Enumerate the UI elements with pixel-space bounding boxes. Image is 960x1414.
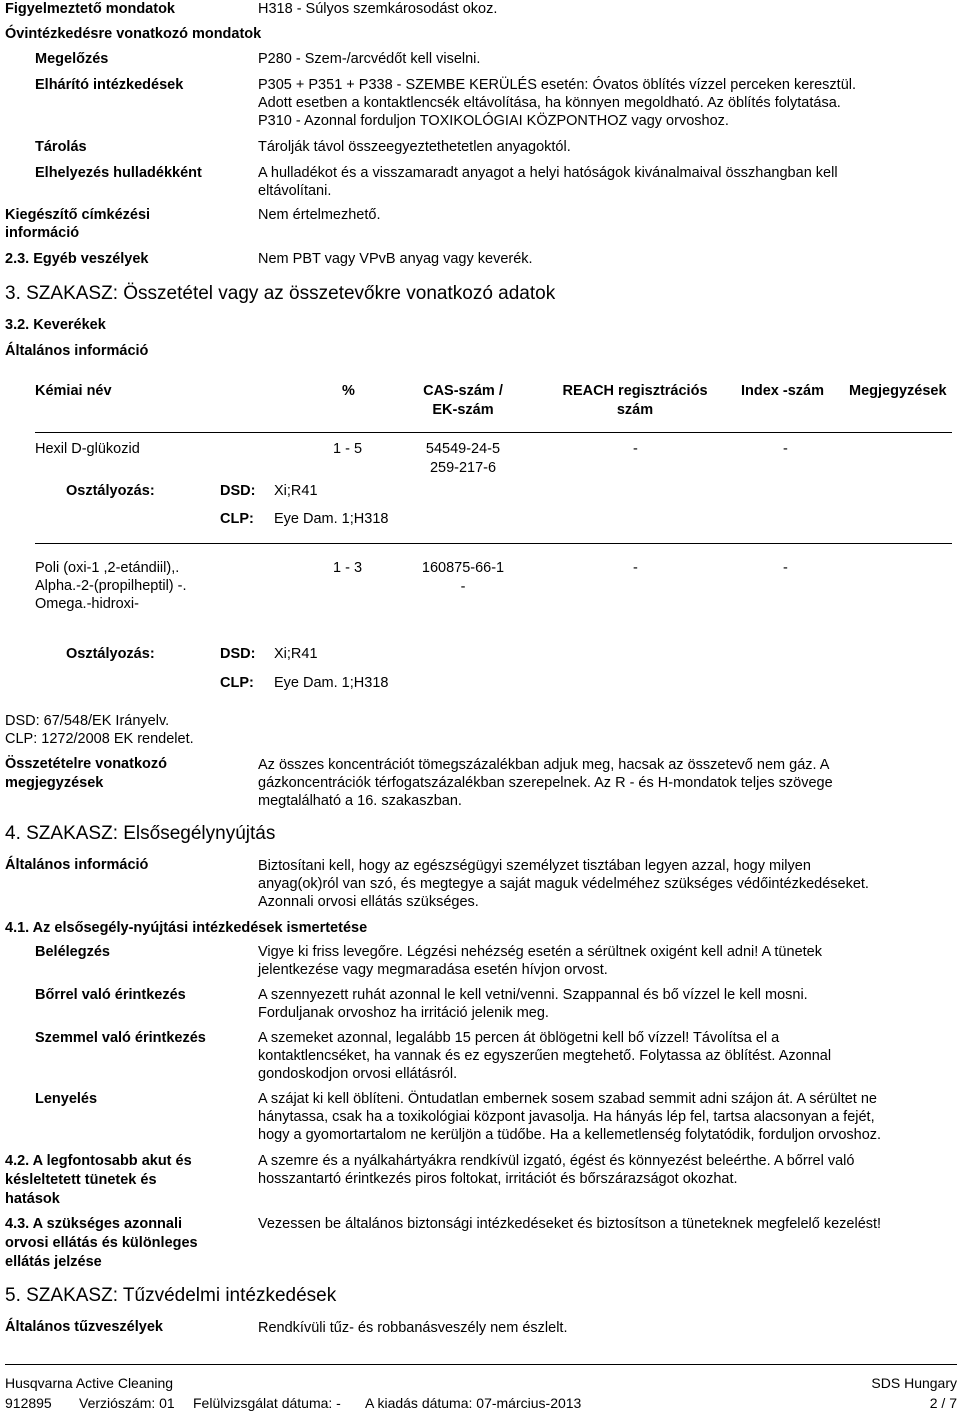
row1-ec: 259-217-6: [429, 460, 497, 476]
response-line-2: Adott esetben a kontaktlencsék eltávolítása, ha könnyen megoldható. Az öblítés folytatása.: [258, 95, 841, 111]
row2-name-3: Omega.-hidroxi-: [35, 596, 139, 612]
response-line-1: P305 + P351 + P338 - SZEMBE KERÜLÉS esetén: Óvatos öblítés vízzel perceken keresztül.: [258, 77, 857, 93]
row1-dsd-label: DSD:: [220, 483, 256, 499]
fire-hazards-value: Rendkívüli tűz- és robbanásveszély nem észlelt.: [258, 1320, 568, 1336]
header-cas-2: EK-szám: [432, 402, 494, 418]
header-index: Index -szám: [741, 383, 824, 399]
row2-clp-value: Eye Dam. 1;H318: [274, 675, 389, 691]
fire-hazards-label: Általános tűzveszélyek: [5, 1319, 163, 1335]
section4-2-label-2: késleltetett tünetek és: [5, 1172, 157, 1188]
storage-label: Tárolás: [35, 139, 87, 155]
footer-rule: [5, 1364, 957, 1365]
footer-revision-date: Felülvizsgálat dátuma: -: [193, 1395, 341, 1411]
row-divider: [35, 543, 952, 544]
row1-reach: -: [633, 441, 638, 457]
eye-contact-label: Szemmel való érintkezés: [35, 1030, 206, 1046]
row1-classification-label: Osztályozás:: [66, 483, 155, 499]
header-notes: Megjegyzések: [849, 383, 947, 399]
disposal-label: Elhelyezés hulladékként: [35, 165, 202, 181]
section4-general-line-2: anyag(ok)ról van szó, és megtegye a saját maguk védelméhez szükséges védőintézkedéseket.: [258, 876, 869, 892]
section5-title: 5. SZAKASZ: Tűzvédelmi intézkedések: [5, 1285, 337, 1306]
header-chemical-name: Kémiai név: [35, 383, 112, 399]
row1-name: Hexil D-glükozid: [35, 441, 140, 457]
footer-page-number: 2 / 7: [929, 1395, 957, 1411]
header-percent: %: [342, 383, 355, 399]
section4-3-label-3: ellátás jelzése: [5, 1254, 102, 1270]
row2-cas: 160875-66-1: [421, 560, 505, 576]
composition-line-1: Az összes koncentrációt tömegszázalékban adjuk meg, hacsak az összetevő nem gáz. A: [258, 757, 830, 773]
inhalation-label: Belélegzés: [35, 944, 110, 960]
row2-index: -: [783, 560, 788, 576]
clp-note: CLP: 1272/2008 EK rendelet.: [5, 731, 194, 747]
section4-3-label-2: orvosi ellátás és különleges: [5, 1235, 198, 1251]
row1-cas: 54549-24-5: [425, 441, 501, 457]
header-reach-1: REACH regisztrációs: [562, 383, 708, 399]
disposal-line-2: eltávolítani.: [258, 183, 332, 199]
header-reach-2: szám: [616, 402, 654, 418]
row2-ec: -: [460, 579, 466, 595]
section4-2-label-1: 4.2. A legfontosabb akut és: [5, 1153, 192, 1169]
composition-line-2: gázkoncentrációk térfogatszázalékban szerepelnek. Az R - és H-mondatok teljes szövege: [258, 775, 833, 791]
row2-dsd-value: Xi;R41: [274, 646, 318, 662]
storage-value: Tárolják távol összeegyeztethetetlen anyagoktól.: [258, 139, 571, 155]
composition-line-3: megtalálható a 16. szakaszban.: [258, 793, 462, 809]
inhalation-line-1: Vigye ki friss levegőre. Légzési nehézség esetén a sérültnek oxigént kell adni! A tünetek: [258, 944, 822, 960]
skin-contact-line-2: Forduljanak orvoshoz ha irritáció jelenik meg.: [258, 1005, 549, 1021]
warning-value: H318 - Súlyos szemkárosodást okoz.: [258, 1, 498, 17]
section4-1-subtitle: 4.1. Az elsősegély-nyújtási intézkedések ismertetése: [5, 920, 368, 936]
skin-contact-label: Bőrrel való érintkezés: [35, 987, 186, 1003]
footer-version: Verziószám: 01: [79, 1395, 175, 1411]
section4-3-value: Vezessen be általános biztonsági intézkedéseket és biztosítson a tüneteknek megfelelő kezelést!: [258, 1216, 882, 1232]
dsd-note: DSD: 67/548/EK Irányelv.: [5, 713, 170, 729]
row2-classification-label: Osztályozás:: [66, 646, 155, 662]
supplemental-value: Nem értelmezhető.: [258, 207, 381, 223]
header-cas-1: CAS-szám /: [423, 383, 503, 399]
ingestion-line-2: hánytassa, csak ha a toxikológiai központ javasolja. Ha hányás lép fel, tartsa alacsonyan a fejét,: [258, 1109, 875, 1125]
section4-general-label: Általános információ: [5, 857, 149, 873]
table-header-rule: [35, 432, 952, 433]
prevention-label: Megelőzés: [35, 51, 109, 67]
row2-name-1: Poli (oxi-1 ,2-etándiil),.: [35, 560, 180, 576]
section4-title: 4. SZAKASZ: Elsősegélynyújtás: [5, 823, 276, 844]
supplemental-label-1: Kiegészítő címkézési: [5, 207, 151, 223]
row1-dsd-value: Xi;R41: [274, 483, 318, 499]
response-line-3: P310 - Azonnal forduljon TOXIKOLÓGIAI KÖZPONTHOZ vagy orvoshoz.: [258, 113, 729, 129]
footer-product: Husqvarna Active Cleaning: [5, 1375, 174, 1391]
row2-clp-label: CLP:: [220, 675, 254, 691]
row2-percent: 1 - 3: [333, 560, 363, 576]
precaution-title: Óvintézkedésre vonatkozó mondatok: [5, 26, 262, 42]
row2-name-2: Alpha.-2-(propilheptil) -.: [35, 578, 187, 594]
section3-title: 3. SZAKASZ: Összetétel vagy az összetevőkre vonatkozó adatok: [5, 283, 556, 304]
response-label: Elhárító intézkedések: [35, 77, 184, 93]
section3-subtitle: 3.2. Keverékek: [5, 317, 106, 333]
eye-contact-line-1: A szemeket azonnal, legalább 15 percen át öblögetni kell bő vízzel! Távolítsa el a: [258, 1030, 780, 1046]
inhalation-line-2: jelentkezése vagy megmaradása esetén hívjon orvost.: [258, 962, 608, 978]
row2-dsd-label: DSD:: [220, 646, 256, 662]
disposal-line-1: A hulladékot és a visszamaradt anyagot a helyi hatóságok kivánalmaival összhangban kell: [258, 165, 838, 181]
row1-percent: 1 - 5: [333, 441, 363, 457]
supplemental-label-2: információ: [5, 225, 80, 241]
section4-2-line-2: hosszantartó érintkezés piros foltokat, irritációt és bőrszárazságot okozhat.: [258, 1171, 738, 1187]
footer-country: SDS Hungary: [871, 1375, 957, 1391]
section4-general-line-1: Biztosítani kell, hogy az egészségügyi személyzet tisztában legyen azzal, hogy milyen: [258, 858, 811, 874]
other-hazards-label: 2.3. Egyéb veszélyek: [5, 251, 149, 267]
skin-contact-line-1: A szennyezett ruhát azonnal le kell vetni/venni. Szappannal és bő vízzel le kell mosni.: [258, 987, 808, 1003]
row2-reach: -: [633, 560, 638, 576]
eye-contact-line-3: gondoskodjon orvosi ellátásról.: [258, 1066, 458, 1082]
section4-3-label-1: 4.3. A szükséges azonnali: [5, 1216, 183, 1232]
section4-2-label-3: hatások: [5, 1191, 60, 1207]
ingestion-line-1: A szájat ki kell öblíteni. Öntudatlan embernek sosem szabad semmit adni szájon át. A sérültet ne: [258, 1091, 877, 1107]
footer-issue-date: A kiadás dátuma: 07-március-2013: [365, 1395, 582, 1411]
section4-2-line-1: A szemre és a nyálkahártyákra rendkívül izgató, égést és könnyezést beleérthe. A bőrrel való: [258, 1153, 855, 1169]
footer-doc-id: 912895: [5, 1395, 52, 1411]
row1-clp-value: Eye Dam. 1;H318: [274, 511, 389, 527]
row1-clp-label: CLP:: [220, 511, 254, 527]
ingestion-line-3: hogy a gyomortartalom ne kerüljön a tüdőbe. Ha a kellemetlenség folytatódik, forduljon orvoshoz.: [258, 1127, 882, 1143]
warning-label: Figyelmeztető mondatok: [5, 1, 175, 17]
composition-label-1: Összetételre vonatkozó: [5, 756, 167, 772]
prevention-value: P280 - Szem-/arcvédőt kell viselni.: [258, 51, 481, 67]
ingestion-label: Lenyelés: [35, 1091, 98, 1107]
eye-contact-line-2: kontaktlencséket, ha vannak és ez egyszerűen megtehető. Folytassa az öblítést. Azonnal: [258, 1048, 832, 1064]
section4-general-line-3: Azonnali orvosi ellátás szükséges.: [258, 894, 479, 910]
composition-label-2: megjegyzések: [5, 775, 104, 791]
row1-index: -: [783, 441, 788, 457]
other-hazards-value: Nem PBT vagy VPvB anyag vagy keverék.: [258, 251, 533, 267]
section3-general-label: Általános információ: [5, 343, 149, 359]
